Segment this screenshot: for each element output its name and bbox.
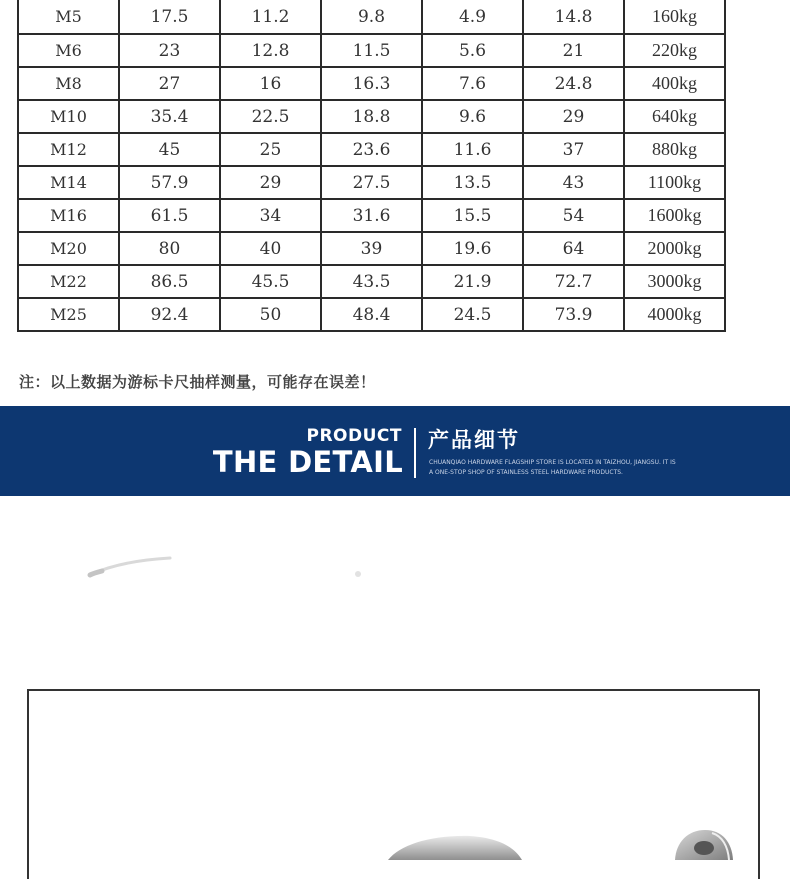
dimension-cell: 45 bbox=[119, 133, 220, 166]
load-cell: 160kg bbox=[624, 0, 725, 34]
table-row bbox=[18, 265, 725, 298]
dimension-cell: 35.4 bbox=[119, 100, 220, 133]
dimension-cell: 25 bbox=[220, 133, 321, 166]
table-row bbox=[18, 166, 725, 199]
size-cell: M25 bbox=[18, 298, 119, 331]
table-row bbox=[18, 232, 725, 265]
size-cell: M10 bbox=[18, 100, 119, 133]
size-cell: M8 bbox=[18, 67, 119, 100]
dimension-cell: 21 bbox=[523, 34, 624, 67]
dimension-cell: 29 bbox=[523, 100, 624, 133]
dimension-cell: 37 bbox=[523, 133, 624, 166]
load-cell: 1600kg bbox=[624, 199, 725, 232]
size-cell: M12 bbox=[18, 133, 119, 166]
dimension-cell: 31.6 bbox=[321, 199, 422, 232]
dimension-cell: 34 bbox=[220, 199, 321, 232]
product-detail-banner bbox=[0, 406, 790, 496]
load-cell: 3000kg bbox=[624, 265, 725, 298]
table-row bbox=[18, 34, 725, 67]
table-row bbox=[18, 0, 725, 34]
table-row bbox=[18, 298, 725, 331]
dimension-cell: 4.9 bbox=[422, 0, 523, 34]
dimension-cell: 14.8 bbox=[523, 0, 624, 34]
dimension-cell: 13.5 bbox=[422, 166, 523, 199]
dimension-cell: 54 bbox=[523, 199, 624, 232]
measurement-note: 注：以上数据为游标卡尺抽样测量，可能存在误差！ bbox=[19, 373, 376, 391]
load-cell: 220kg bbox=[624, 34, 725, 67]
banner-detail-label: THE DETAIL bbox=[212, 445, 403, 479]
size-cell: M16 bbox=[18, 199, 119, 232]
spec-table-body bbox=[18, 0, 725, 331]
dimension-cell: 11.6 bbox=[422, 133, 523, 166]
dimension-cell: 11.5 bbox=[321, 34, 422, 67]
banner-product-label: PRODUCT bbox=[306, 426, 402, 446]
dimension-cell: 11.2 bbox=[220, 0, 321, 34]
dimension-cell: 72.7 bbox=[523, 265, 624, 298]
size-cell: M22 bbox=[18, 265, 119, 298]
dimension-cell: 73.9 bbox=[523, 298, 624, 331]
dimension-cell: 16.3 bbox=[321, 67, 422, 100]
dimension-cell: 61.5 bbox=[119, 199, 220, 232]
background-smudge bbox=[80, 540, 380, 590]
dimension-cell: 24.5 bbox=[422, 298, 523, 331]
dimension-cell: 80 bbox=[119, 232, 220, 265]
table-row bbox=[18, 67, 725, 100]
dimension-cell: 23 bbox=[119, 34, 220, 67]
banner-chinese-title: 产品细节 bbox=[428, 428, 520, 452]
table-row bbox=[18, 199, 725, 232]
dimension-cell: 23.6 bbox=[321, 133, 422, 166]
table-row bbox=[18, 100, 725, 133]
dimension-cell: 18.8 bbox=[321, 100, 422, 133]
size-cell: M14 bbox=[18, 166, 119, 199]
size-cell: M6 bbox=[18, 34, 119, 67]
dimension-cell: 5.6 bbox=[422, 34, 523, 67]
dimension-cell: 45.5 bbox=[220, 265, 321, 298]
product-image-frame bbox=[27, 689, 760, 879]
dimension-cell: 15.5 bbox=[422, 199, 523, 232]
dimension-cell: 43.5 bbox=[321, 265, 422, 298]
dimension-cell: 22.5 bbox=[220, 100, 321, 133]
dimension-cell: 21.9 bbox=[422, 265, 523, 298]
dimension-cell: 7.6 bbox=[422, 67, 523, 100]
load-cell: 880kg bbox=[624, 133, 725, 166]
dimension-cell: 29 bbox=[220, 166, 321, 199]
dimension-cell: 27.5 bbox=[321, 166, 422, 199]
load-cell: 4000kg bbox=[624, 298, 725, 331]
table-row bbox=[18, 133, 725, 166]
banner-divider bbox=[414, 428, 416, 478]
dimension-cell: 64 bbox=[523, 232, 624, 265]
dimension-cell: 43 bbox=[523, 166, 624, 199]
dimension-cell: 27 bbox=[119, 67, 220, 100]
dimension-cell: 12.8 bbox=[220, 34, 321, 67]
banner-subtitle-line-1: CHUANQIAO HARDWARE FLAGSHIP STORE IS LOCATED IN TAIZHOU, JIANGSU. IT IS bbox=[429, 459, 676, 466]
dimension-cell: 39 bbox=[321, 232, 422, 265]
dimension-cell: 92.4 bbox=[119, 298, 220, 331]
dimension-cell: 17.5 bbox=[119, 0, 220, 34]
dimension-cell: 86.5 bbox=[119, 265, 220, 298]
load-cell: 2000kg bbox=[624, 232, 725, 265]
load-cell: 640kg bbox=[624, 100, 725, 133]
dimension-cell: 19.6 bbox=[422, 232, 523, 265]
spec-table bbox=[17, 0, 726, 332]
load-cell: 400kg bbox=[624, 67, 725, 100]
dimension-cell: 16 bbox=[220, 67, 321, 100]
dimension-cell: 9.8 bbox=[321, 0, 422, 34]
dimension-cell: 48.4 bbox=[321, 298, 422, 331]
dimension-cell: 57.9 bbox=[119, 166, 220, 199]
dimension-cell: 24.8 bbox=[523, 67, 624, 100]
dimension-cell: 50 bbox=[220, 298, 321, 331]
size-cell: M20 bbox=[18, 232, 119, 265]
dimension-cell: 9.6 bbox=[422, 100, 523, 133]
banner-subtitle-line-2: A ONE-STOP SHOP OF STAINLESS STEEL HARDWARE PRODUCTS. bbox=[429, 469, 623, 476]
load-cell: 1100kg bbox=[624, 166, 725, 199]
dimension-cell: 40 bbox=[220, 232, 321, 265]
size-cell: M5 bbox=[18, 0, 119, 34]
